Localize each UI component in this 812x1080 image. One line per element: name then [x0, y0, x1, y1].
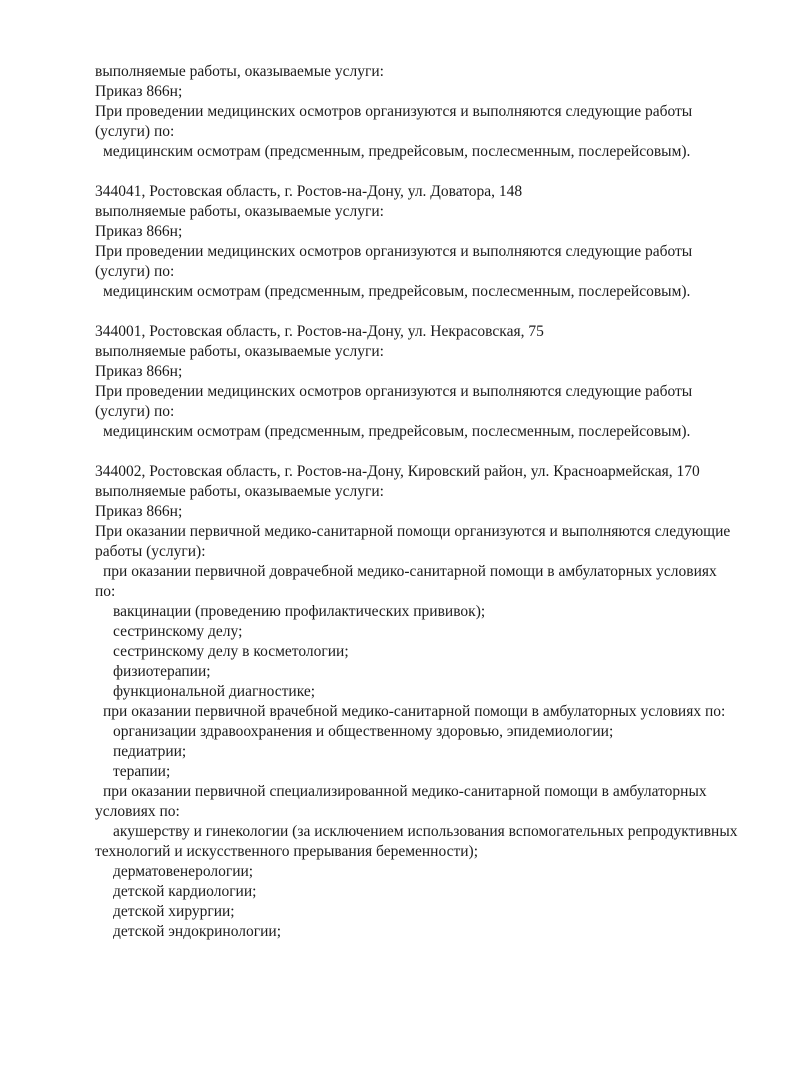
text-line: выполняемые работы, оказываемые услуги: — [95, 483, 384, 500]
text-line: дерматовенерологии; — [113, 863, 254, 880]
text-line: условиях по: — [95, 803, 180, 820]
text-line: работы (услуги): — [95, 543, 206, 560]
text-line: детской эндокринологии; — [113, 923, 282, 940]
text-line: Приказ 866н; — [95, 83, 183, 100]
text-line: при оказании первичной специализированной медико-санитарной помощи в амбулаторных — [103, 783, 707, 800]
text-line: выполняемые работы, оказываемые услуги: — [95, 63, 384, 80]
text-line: сестринскому делу; — [113, 623, 243, 640]
address-344002-block — [95, 462, 766, 942]
text-line: педиатрии; — [113, 743, 187, 760]
text-line: Приказ 866н; — [95, 503, 183, 520]
text-line: медицинским осмотрам (предсменным, предрейсовым, послесменным, послерейсовым). — [103, 423, 691, 440]
text-line: выполняемые работы, оказываемые услуги: — [95, 203, 384, 220]
text-line: При проведении медицинских осмотров организуются и выполняются следующие работы — [95, 103, 693, 120]
text-line: вакцинации (проведению профилактических прививок); — [113, 603, 486, 620]
text-line: при оказании первичной врачебной медико-санитарной помощи в амбулаторных условиях по: — [103, 703, 726, 720]
text-line: (услуги) по: — [95, 123, 175, 140]
text-line: (услуги) по: — [95, 403, 175, 420]
text-line: Приказ 866н; — [95, 223, 183, 240]
text-line: функциональной диагностике; — [113, 683, 316, 700]
services-block-intro — [95, 62, 766, 162]
text-line: (услуги) по: — [95, 263, 175, 280]
text-line: выполняемые работы, оказываемые услуги: — [95, 343, 384, 360]
text-line: детской кардиологии; — [113, 883, 257, 900]
text-line: детской хирургии; — [113, 903, 235, 920]
text-line: терапии; — [113, 763, 171, 780]
document-text — [95, 62, 766, 942]
text-line: медицинским осмотрам (предсменным, предрейсовым, послесменным, послерейсовым). — [103, 143, 691, 160]
address-344041-block — [95, 182, 766, 302]
text-line: сестринскому делу в косметологии; — [113, 643, 349, 660]
text-line: при оказании первичной доврачебной медико-санитарной помощи в амбулаторных условиях — [103, 563, 717, 580]
text-line: по: — [95, 583, 116, 600]
text-line: 344001, Ростовская область, г. Ростов-на-Дону, ул. Некрасовская, 75 — [95, 323, 544, 340]
text-line: технологий и искусственного прерывания беременности); — [95, 843, 479, 860]
text-line: 344002, Ростовская область, г. Ростов-на-Дону, Кировский район, ул. Красноармейская, 170 — [95, 463, 700, 480]
text-line: организации здравоохранения и общественному здоровью, эпидемиологии; — [113, 723, 614, 740]
text-line: акушерству и гинекологии (за исключением использования вспомогательных репродуктивных — [113, 823, 738, 840]
text-line: физиотерапии; — [113, 663, 211, 680]
text-line: При проведении медицинских осмотров организуются и выполняются следующие работы — [95, 243, 693, 260]
text-line: Приказ 866н; — [95, 363, 183, 380]
text-line: При оказании первичной медико-санитарной помощи организуются и выполняются следующие — [95, 523, 731, 540]
text-line: 344041, Ростовская область, г. Ростов-на-Дону, ул. Доватора, 148 — [95, 183, 523, 200]
text-line: При проведении медицинских осмотров организуются и выполняются следующие работы — [95, 383, 693, 400]
address-344001-block — [95, 322, 766, 442]
text-line: медицинским осмотрам (предсменным, предрейсовым, послесменным, послерейсовым). — [103, 283, 691, 300]
